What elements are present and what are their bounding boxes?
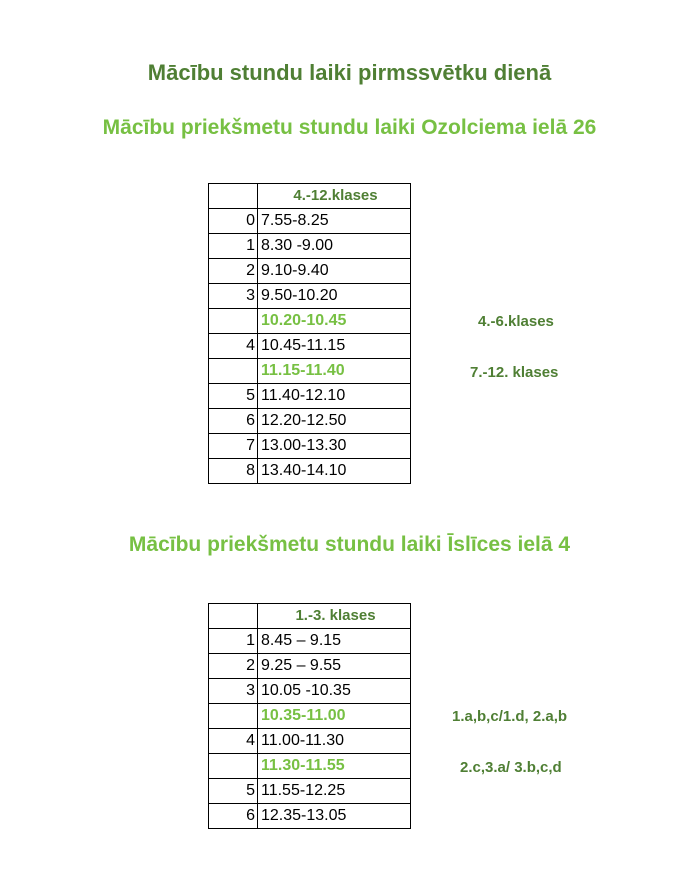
schedule-table-ozolciema — [208, 183, 411, 484]
table-row — [209, 259, 411, 284]
lesson-number: 2 — [209, 654, 258, 679]
table-row — [209, 409, 411, 434]
header-num-cell — [209, 184, 258, 209]
break-note-grades-4-6: 4.-6.klases — [478, 313, 554, 330]
table-row — [209, 679, 411, 704]
lesson-number: 5 — [209, 779, 258, 804]
lesson-number: 7 — [209, 434, 258, 459]
break-time: 11.30-11.55 — [258, 754, 411, 779]
lesson-time: 10.45-11.15 — [258, 334, 411, 359]
table-row — [209, 779, 411, 804]
lesson-number: 4 — [209, 334, 258, 359]
lesson-number: 1 — [209, 629, 258, 654]
lesson-time: 13.00-13.30 — [258, 434, 411, 459]
lesson-number — [209, 754, 258, 779]
break-time: 10.20-10.45 — [258, 309, 411, 334]
lesson-number: 0 — [209, 209, 258, 234]
lesson-time: 10.05 -10.35 — [258, 679, 411, 704]
table-row — [209, 459, 411, 484]
table-header-classes: 1.-3. klases — [258, 604, 411, 629]
lesson-time: 11.40-12.10 — [258, 384, 411, 409]
break-note-grades-2-3: 2.c,3.a/ 3.b,c,d — [460, 759, 562, 776]
table-row — [209, 234, 411, 259]
lesson-number: 3 — [209, 679, 258, 704]
table-header-row — [209, 604, 411, 629]
table-row-break — [209, 359, 411, 384]
lesson-number: 4 — [209, 729, 258, 754]
break-time: 10.35-11.00 — [258, 704, 411, 729]
break-time: 11.15-11.40 — [258, 359, 411, 384]
lesson-number — [209, 309, 258, 334]
lesson-time: 8.30 -9.00 — [258, 234, 411, 259]
lesson-time: 7.55-8.25 — [258, 209, 411, 234]
table-row — [209, 804, 411, 829]
break-note-grades-7-12: 7.-12. klases — [470, 364, 559, 381]
lesson-time: 12.20-12.50 — [258, 409, 411, 434]
lesson-time: 13.40-14.10 — [258, 459, 411, 484]
section-title-islices: Mācību priekšmetu stundu laiki Īslīces ielā 4 — [128, 533, 571, 556]
lesson-number — [209, 359, 258, 384]
lesson-number: 8 — [209, 459, 258, 484]
table-row — [209, 729, 411, 754]
lesson-time: 9.10-9.40 — [258, 259, 411, 284]
lesson-number: 1 — [209, 234, 258, 259]
lesson-number — [209, 704, 258, 729]
break-note-grades-1-2: 1.a,b,c/1.d, 2.a,b — [452, 708, 568, 725]
schedule-table-islices — [208, 603, 411, 829]
page-title: Mācību stundu laiki pirmssvētku dienā — [147, 60, 552, 85]
table-row — [209, 654, 411, 679]
lesson-number: 2 — [209, 259, 258, 284]
lesson-time: 8.45 – 9.15 — [258, 629, 411, 654]
table-header-classes: 4.-12.klases — [258, 184, 411, 209]
lesson-time: 9.25 – 9.55 — [258, 654, 411, 679]
lesson-number: 5 — [209, 384, 258, 409]
lesson-time: 12.35-13.05 — [258, 804, 411, 829]
lesson-time: 11.55-12.25 — [258, 779, 411, 804]
table-row — [209, 209, 411, 234]
header-num-cell — [209, 604, 258, 629]
table-row — [209, 284, 411, 309]
table-row — [209, 384, 411, 409]
table-row — [209, 434, 411, 459]
table-row-break — [209, 704, 411, 729]
table-row-break — [209, 754, 411, 779]
table-header-row — [209, 184, 411, 209]
lesson-number: 3 — [209, 284, 258, 309]
table-row-break — [209, 309, 411, 334]
lesson-number: 6 — [209, 409, 258, 434]
lesson-time: 11.00-11.30 — [258, 729, 411, 754]
table-row — [209, 334, 411, 359]
lesson-number: 6 — [209, 804, 258, 829]
lesson-time: 9.50-10.20 — [258, 284, 411, 309]
table-row — [209, 629, 411, 654]
section-title-ozolciema: Mācību priekšmetu stundu laiki Ozolciema ielā 26 — [102, 116, 597, 139]
